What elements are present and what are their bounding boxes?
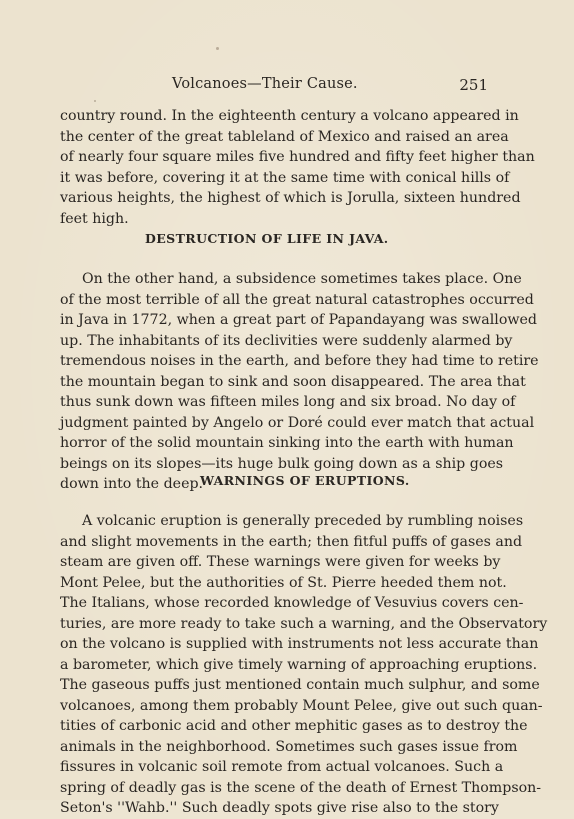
text-line: Seton's ''Wahb.'' Such deadly spots give rise also to the story	[60, 800, 499, 816]
text-line: and slight movements in the earth; then fitful puffs of gases and	[60, 533, 523, 550]
text-line: in Java in 1772, when a great part of Papandayang was swallowed	[60, 312, 537, 328]
text-line: turies, are more ready to take such a warning, and the Observatory	[60, 615, 548, 632]
paragraph-continuation	[60, 106, 535, 229]
page-number: 251	[459, 76, 488, 94]
text-line: the mountain began to sink and soon disappeared. The area that	[60, 373, 526, 390]
paper-speck	[216, 47, 219, 50]
text-line: tremendous noises in the earth, and before they had time to retire	[60, 353, 539, 369]
text-line: animals in the neighborhood. Sometimes such gases issue from	[60, 738, 518, 755]
text-line: thus sunk down was fifteen miles long and six broad. No day of	[60, 394, 516, 410]
text-line: volcanoes, among them probably Mount Pelee, give out such quan-	[60, 697, 543, 714]
text-line: steam are given off. These warnings were given for weeks by	[60, 554, 501, 570]
text-line: up. The inhabitants of its declivities were suddenly alarmed by	[60, 332, 513, 349]
text-line: country round. In the eighteenth century a volcano appeared in	[60, 108, 519, 124]
text-line: horror of the solid mountain sinking into the earth with human	[60, 435, 514, 451]
text-line: feet high.	[60, 210, 129, 227]
text-line: of nearly four square miles five hundred and fifty feet higher than	[60, 149, 535, 165]
paragraph-warnings	[60, 511, 548, 819]
section-heading-warnings: WARNINGS OF ERUPTIONS.	[200, 473, 410, 488]
text-line: it was before, covering it at the same time with conical hills of	[60, 169, 510, 186]
text-line: Mont Pelee, but the authorities of St. Pierre heeded them not.	[60, 574, 507, 591]
text-line: tities of carbonic acid and other mephitic gases as to destroy the	[60, 718, 528, 734]
text-line: The Italians, whose recorded knowledge of Vesuvius covers cen-	[60, 595, 524, 611]
text-line: fissures in volcanic soil remote from actual volcanoes. Such a	[60, 759, 504, 775]
text-line: down into the deep.	[60, 476, 204, 492]
text-line: spring of deadly gas is the scene of the death of Ernest Thompson-	[60, 779, 542, 796]
paper-speck	[94, 100, 96, 102]
text-line: On the other hand, a subsidence sometimes takes place. One	[82, 271, 522, 287]
text-line: of the most terrible of all the great natural catastrophes occurred	[60, 291, 534, 308]
text-line: judgment painted by Angelo or Doré could ever match that actual	[60, 414, 535, 431]
running-title: Volcanoes—Their Cause.	[172, 76, 358, 92]
text-line: various heights, the highest of which is Jorulla, sixteen hundred	[60, 190, 521, 206]
paragraph-java	[60, 269, 539, 495]
text-line: The gaseous puffs just mentioned contain much sulphur, and some	[60, 677, 540, 693]
text-line: beings on its slopes—its huge bulk going down as a ship goes	[60, 455, 504, 472]
text-line: the center of the great tableland of Mexico and raised an area	[60, 128, 509, 145]
text-line: a barometer, which give timely warning of approaching eruptions.	[60, 656, 538, 673]
section-heading-java: DESTRUCTION OF LIFE IN JAVA.	[145, 231, 389, 246]
text-line: on the volcano is supplied with instruments not less accurate than	[60, 636, 539, 652]
page-header	[60, 76, 488, 96]
text-line: A volcanic eruption is generally preceded by rumbling noises	[82, 513, 524, 529]
